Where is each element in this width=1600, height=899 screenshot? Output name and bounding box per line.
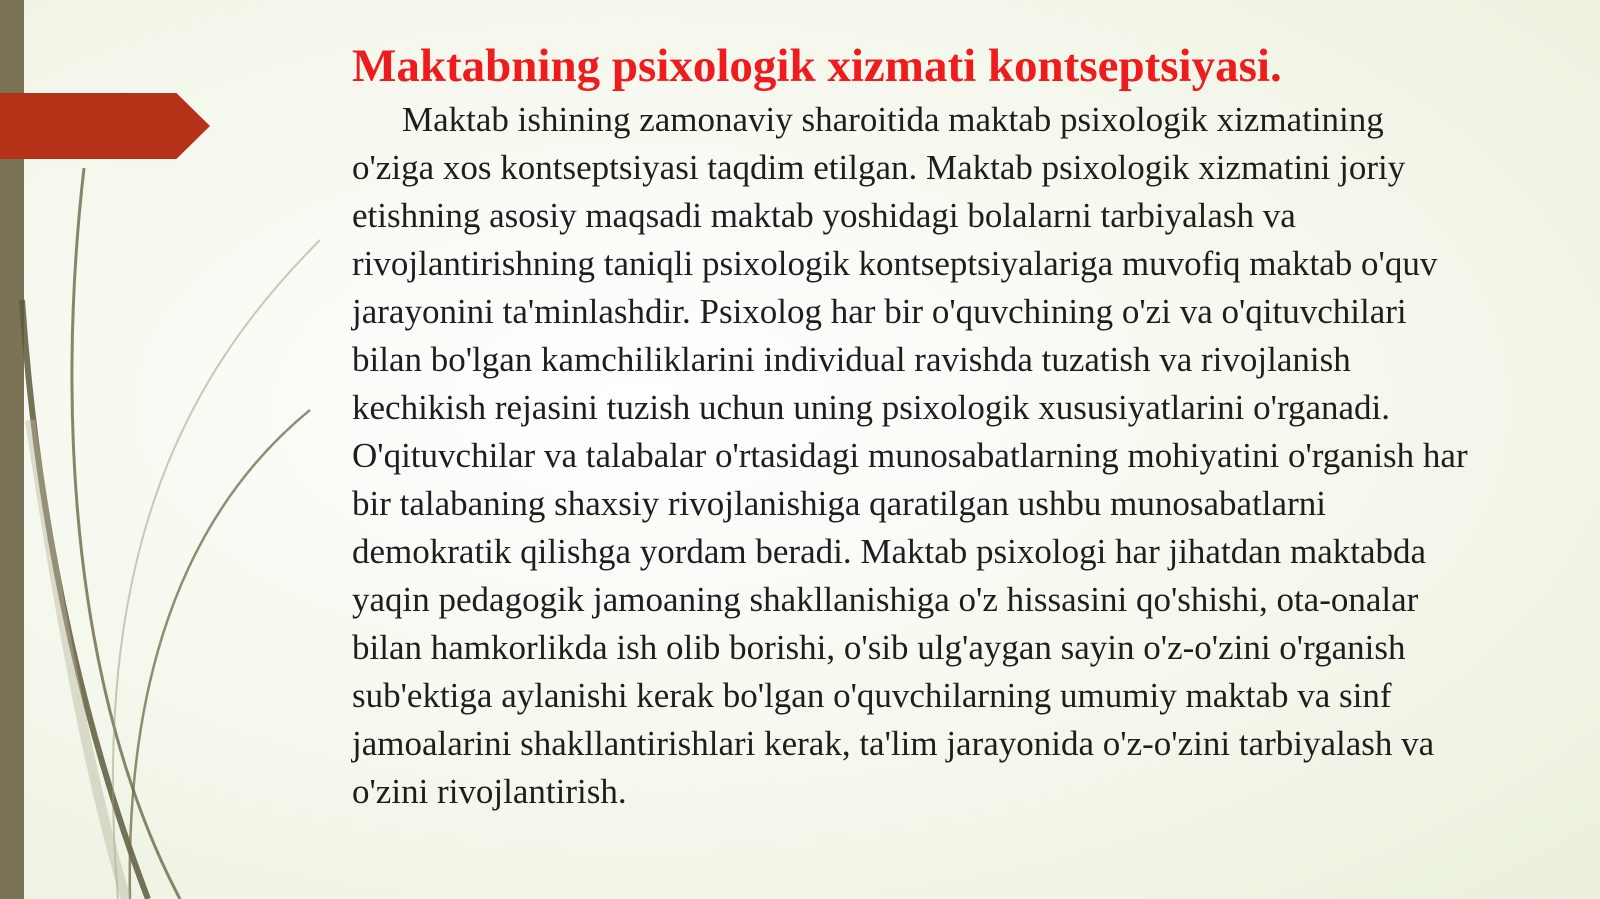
slide-body-text: Maktab ishining zamonaviy sharoitida maktab psixologik xizmatining o'ziga xos kontseptsiyasi taqdim etilgan. Maktab psixologik xizmatini joriy etishning asosiy maqsadi maktab yoshidagi bolalarni tarbiyalash va rivojlantirishning taniqli psixologik kontseptsiyalariga muvofiq maktab o'quv jarayonini ta'minlashdir. Psixolog har bir o'quvchining o'zi va o'qituvchilari bilan bo'lgan kamchiliklarini individual ravishda tuzatish va rivojlanish kechikish rejasini tuzish uchun uning psixologik xususiyatlarini o'rganadi. O'qituvchilar va talabalar o'rtasidagi munosabatlarning mohiyatini o'rganish har bir talabaning shaxsiy rivojlanishiga qaratilgan ushbu munosabatlarni demokratik qilishga yordam beradi. Maktab psixologi har jihatdan maktabda yaqin pedagogik jamoaning shakllanishiga o'z hissasini qo'shishi, ota-onalar bilan hamkorlikda ish olib borishi, o'sib ulg'aygan sayin o'z-o'zini o'rganish sub'ektiga aylanishi kerak bo'lgan o'quvchilarning umumiy maktab va sinf jamoalarini shakllantirishlari kerak, ta'lim jarayonida o'z-o'zini tarbiyalash va o'zini rivojlantirish. xyxy=(352,100,1468,811)
swoosh-line-3 xyxy=(130,410,310,899)
swoosh-line-2 xyxy=(72,168,180,899)
slide-title: Maktabning psixologik xizmati kontseptsiyasi. xyxy=(352,40,1282,92)
swoosh-line-4 xyxy=(113,240,320,899)
slide-content xyxy=(352,36,1472,816)
arrow-accent-tab xyxy=(0,93,210,159)
